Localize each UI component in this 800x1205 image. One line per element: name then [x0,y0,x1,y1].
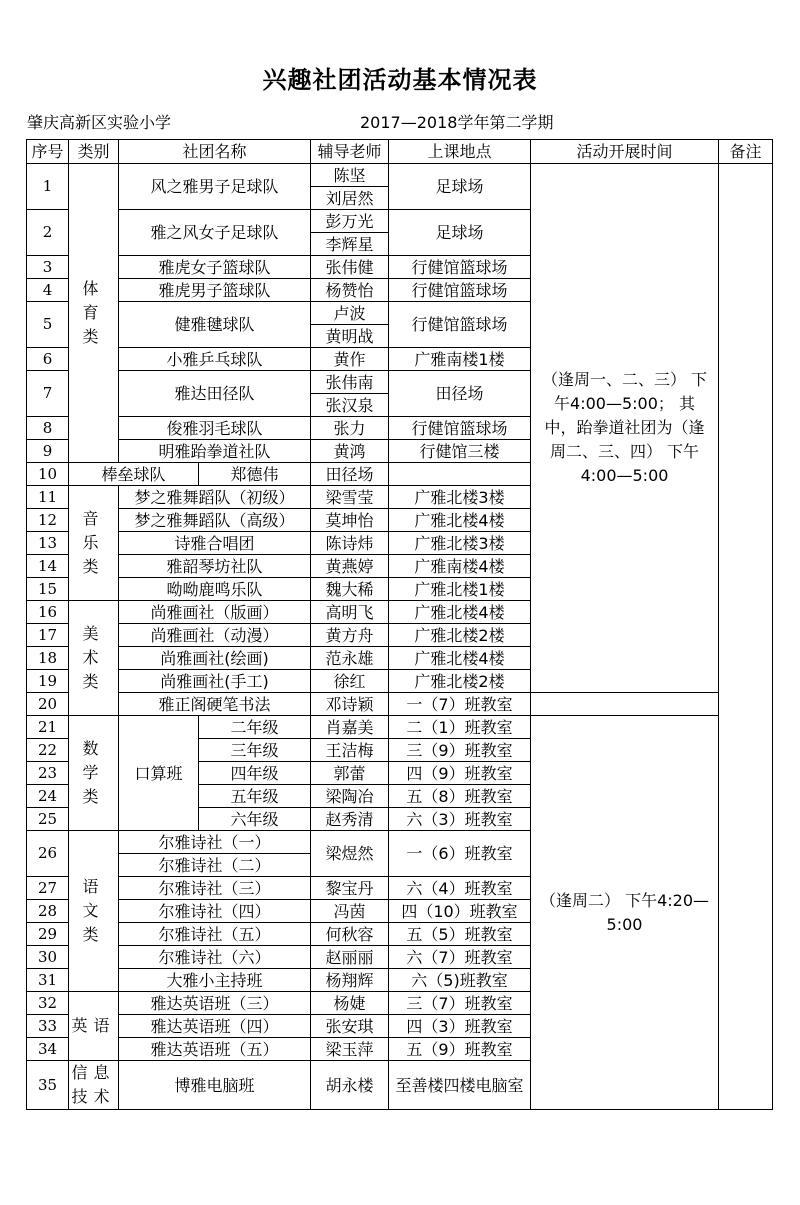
teacher-name: 郑德伟 [199,463,311,486]
page-title: 兴趣社团活动基本情况表 [262,66,538,94]
activity-time: （逢周二） 下午4:20—5:00 [531,716,719,1110]
location: 广雅南楼1楼 [389,348,531,371]
teacher-name: 邓诗颖 [311,693,389,716]
row-number: 9 [27,440,69,463]
club-name: 雅达田径队 [119,371,311,417]
category-cell: 英语 [69,992,119,1061]
location: 二（1）班教室 [389,716,531,739]
club-name: 雅达英语班（三） [119,992,311,1015]
teacher-name: 赵秀清 [311,808,389,831]
kousuan-cell: 口算班 [119,716,199,831]
club-name: 风之雅男子足球队 [119,164,311,210]
teacher-name: 范永雄 [311,647,389,670]
row-number: 23 [27,762,69,785]
club-name: 尔雅诗社（五） [119,923,311,946]
row-number: 2 [27,210,69,256]
table-row [27,716,773,739]
location: 至善楼四楼电脑室 [389,1061,531,1110]
row-number: 14 [27,555,69,578]
teacher-name: 黄燕婷 [311,555,389,578]
club-name: 健雅毽球队 [119,302,311,348]
teacher-name: 李辉星 [311,233,389,256]
teacher-name: 杨婕 [311,992,389,1015]
category-cell: 音 乐 类 [69,486,119,601]
teacher-name: 黄方舟 [311,624,389,647]
row-number: 24 [27,785,69,808]
club-name: 梦之雅舞蹈队（高级） [119,509,311,532]
category-cell: 数 学 类 [69,716,119,831]
row-number: 7 [27,371,69,417]
location: 五（8）班教室 [389,785,531,808]
location: 广雅北楼2楼 [389,670,531,693]
remark-cell [719,164,773,1110]
location: 行健馆篮球场 [389,279,531,302]
teacher-name: 赵丽丽 [311,946,389,969]
teacher-name: 黄鸿 [311,440,389,463]
row-number: 21 [27,716,69,739]
teacher-name: 肖嘉美 [311,716,389,739]
location: 广雅北楼4楼 [389,647,531,670]
grade-cell: 四年级 [199,762,311,785]
teacher-name: 张安琪 [311,1015,389,1038]
teacher-name: 梁陶冶 [311,785,389,808]
location: 行健馆篮球场 [389,302,531,348]
teacher-name: 杨赞怡 [311,279,389,302]
row-number: 32 [27,992,69,1015]
club-name: 尔雅诗社（一） [119,831,311,854]
club-name: 雅虎女子篮球队 [119,256,311,279]
header-time: 活动开展时间 [531,140,719,164]
location: 广雅南楼4楼 [389,555,531,578]
grade-cell: 三年级 [199,739,311,762]
row-number: 28 [27,900,69,923]
header-row [27,140,773,164]
location: 广雅北楼2楼 [389,624,531,647]
row-number: 6 [27,348,69,371]
teacher-name: 王洁梅 [311,739,389,762]
category-cell: 美 术 类 [69,601,119,716]
row-number: 12 [27,509,69,532]
table-row [27,693,773,716]
row-number: 4 [27,279,69,302]
row-number: 31 [27,969,69,992]
location: 六（3）班教室 [389,808,531,831]
teacher-name: 莫坤怡 [311,509,389,532]
row-number: 3 [27,256,69,279]
location: 行健馆篮球场 [389,256,531,279]
location: 五（9）班教室 [389,1038,531,1061]
club-name: 雅韶琴坊社队 [119,555,311,578]
club-name: 尔雅诗社（四） [119,900,311,923]
teacher-name: 杨翔辉 [311,969,389,992]
category-cell: 语 文 类 [69,831,119,992]
row-number: 16 [27,601,69,624]
club-name: 梦之雅舞蹈队（初级） [119,486,311,509]
header-category: 类别 [69,140,119,164]
school-name: 肇庆高新区实验小学 [27,113,172,132]
club-name: 诗雅合唱团 [119,532,311,555]
header-seq: 序号 [27,140,69,164]
club-name: 雅虎男子篮球队 [119,279,311,302]
category-cell: 信息技术 [69,1061,119,1110]
location: 一（7）班教室 [389,693,531,716]
header-remark: 备注 [719,140,773,164]
location: 三（9）班教室 [389,739,531,762]
teacher-name: 彭万光 [311,210,389,233]
row-number: 8 [27,417,69,440]
club-name: 雅正阁硬笔书法 [119,693,311,716]
teacher-name: 梁玉萍 [311,1038,389,1061]
grade-cell: 六年级 [199,808,311,831]
teacher-name: 陈诗炜 [311,532,389,555]
teacher-name: 魏大稀 [311,578,389,601]
row-number: 17 [27,624,69,647]
location: 足球场 [389,210,531,256]
teacher-name: 胡永楼 [311,1061,389,1110]
teacher-name: 黄作 [311,348,389,371]
location: 四（3）班教室 [389,1015,531,1038]
row-number: 26 [27,831,69,877]
location: 田径场 [389,371,531,417]
table-body [27,140,773,1110]
club-name: 呦呦鹿鸣乐队 [119,578,311,601]
location: 五（5）班教室 [389,923,531,946]
grade-cell: 二年级 [199,716,311,739]
location: 广雅北楼4楼 [389,601,531,624]
row-number: 18 [27,647,69,670]
teacher-name: 陈坚 [311,164,389,187]
row-number: 35 [27,1061,69,1110]
location: 四（10）班教室 [389,900,531,923]
teacher-name: 卢波 [311,302,389,325]
location: 足球场 [389,164,531,210]
row-number: 11 [27,486,69,509]
club-name: 棒垒球队 [69,463,199,486]
row-number: 27 [27,877,69,900]
teacher-name: 黎宝丹 [311,877,389,900]
teacher-name: 梁煜然 [311,831,389,877]
school-term: 2017—2018学年第二学期 [360,113,554,132]
teacher-name: 高明飞 [311,601,389,624]
location: 广雅北楼3楼 [389,486,531,509]
header-teacher: 辅导老师 [311,140,389,164]
club-name: 尔雅诗社（二） [119,854,311,877]
club-name: 尚雅画社(手工) [119,670,311,693]
row-number: 10 [27,463,69,486]
location: 六（5)班教室 [389,969,531,992]
activity-time: （逢周一、二、三） 下午4:00—5:00； 其中，跆拳道社团为（逢周二、三、四） 下午4:00—5:00 [531,164,719,693]
teacher-name: 梁雪莹 [311,486,389,509]
location: 四（9）班教室 [389,762,531,785]
location: 一（6）班教室 [389,831,531,877]
location: 六（4）班教室 [389,877,531,900]
teacher-name: 徐红 [311,670,389,693]
club-name: 俊雅羽毛球队 [119,417,311,440]
club-name: 大雅小主持班 [119,969,311,992]
teacher-name: 何秋容 [311,923,389,946]
club-name: 尚雅画社(绘画) [119,647,311,670]
row-number: 33 [27,1015,69,1038]
teacher-name: 冯茵 [311,900,389,923]
teacher-name: 黄明战 [311,325,389,348]
row-number: 13 [27,532,69,555]
teacher-name: 郭蕾 [311,762,389,785]
row-number: 5 [27,302,69,348]
row-number: 1 [27,164,69,210]
location: 行健馆三楼 [389,440,531,463]
table-row [27,164,773,187]
row-number: 30 [27,946,69,969]
teacher-name: 张伟健 [311,256,389,279]
location: 三（7）班教室 [389,992,531,1015]
row-number: 22 [27,739,69,762]
location: 六（7）班教室 [389,946,531,969]
location: 广雅北楼4楼 [389,509,531,532]
category-cell: 体 育 类 [69,164,119,463]
header-club: 社团名称 [119,140,311,164]
location: 田径场 [311,463,389,486]
row-number: 29 [27,923,69,946]
row-number: 15 [27,578,69,601]
club-table [26,139,773,1110]
club-name: 尔雅诗社（三） [119,877,311,900]
location: 广雅北楼3楼 [389,532,531,555]
row-number: 19 [27,670,69,693]
row-number: 34 [27,1038,69,1061]
header-location: 上课地点 [389,140,531,164]
teacher-name: 张汉泉 [311,394,389,417]
club-name: 雅达英语班（四） [119,1015,311,1038]
club-name: 尚雅画社（动漫） [119,624,311,647]
teacher-name: 刘居然 [311,187,389,210]
club-name: 尔雅诗社（六） [119,946,311,969]
row-number: 25 [27,808,69,831]
teacher-name: 张伟南 [311,371,389,394]
location: 广雅北楼1楼 [389,578,531,601]
location: 行健馆篮球场 [389,417,531,440]
teacher-name: 张力 [311,417,389,440]
club-name: 小雅乒乓球队 [119,348,311,371]
club-name: 雅之风女子足球队 [119,210,311,256]
club-name: 博雅电脑班 [119,1061,311,1110]
club-name: 明雅跆拳道社队 [119,440,311,463]
club-name: 尚雅画社（版画） [119,601,311,624]
row-number: 20 [27,693,69,716]
club-name: 雅达英语班（五） [119,1038,311,1061]
grade-cell: 五年级 [199,785,311,808]
